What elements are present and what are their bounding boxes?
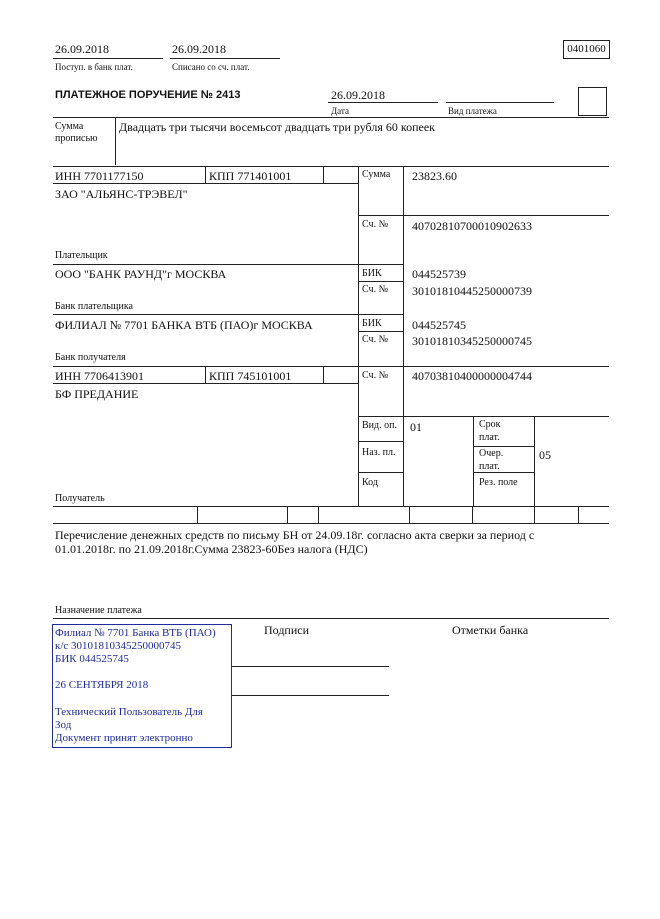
grid-line-472b bbox=[473, 472, 534, 473]
grid-v-tax-4 bbox=[409, 506, 410, 523]
recipient-bank-account: 30101810345250000745 bbox=[412, 334, 532, 348]
payer-name: ЗАО "АЛЬЯНС-ТРЭВЕЛ" bbox=[55, 187, 188, 201]
payer-bank-account-label: Сч. № bbox=[362, 284, 389, 295]
recipient-bank-bik: 044525745 bbox=[412, 318, 466, 332]
recipient-name: БФ ПРЕДАНИЕ bbox=[55, 387, 139, 401]
payer-kpp: КПП 771401001 bbox=[209, 169, 292, 183]
priority-label-2: плат. bbox=[479, 461, 500, 472]
stamp-line-5: Технический Пользователь Для bbox=[55, 706, 203, 718]
order-date: 26.09.2018 bbox=[331, 88, 385, 102]
grid-line-264 bbox=[53, 264, 403, 265]
signatures-label: Подписи bbox=[264, 623, 310, 637]
grid-v-tax-3 bbox=[318, 506, 319, 523]
op-type-value: 01 bbox=[410, 420, 422, 434]
grid-v-tax-6 bbox=[534, 506, 535, 523]
sum-label: Сумма bbox=[362, 169, 391, 180]
grid-line-441 bbox=[358, 441, 403, 442]
recipient-bank-bik-label: БИК bbox=[362, 318, 382, 329]
stamp-line-6: Зод bbox=[55, 719, 72, 731]
payer-bank-bik-label: БИК bbox=[362, 268, 382, 279]
amount-words-text: Двадцать три тысячи восемьсот двадцать три рубля 60 копеек bbox=[119, 120, 435, 134]
signature-line-1 bbox=[232, 666, 389, 667]
sum-value: 23823.60 bbox=[412, 169, 457, 183]
grid-line-215 bbox=[358, 215, 609, 216]
grid-line-523 bbox=[53, 523, 609, 524]
grid-v-534 bbox=[534, 416, 535, 506]
grid-line-281 bbox=[358, 281, 403, 282]
recipient-bank-account-label: Сч. № bbox=[362, 334, 389, 345]
recipient-bank-label: Банк получателя bbox=[55, 352, 126, 363]
grid-v-tax-2 bbox=[287, 506, 288, 523]
order-date-label: Дата bbox=[331, 106, 349, 116]
stamp-date: 26 СЕНТЯБРЯ 2018 bbox=[55, 679, 149, 691]
recipient-account-label: Сч. № bbox=[362, 370, 389, 381]
stamp-line-2: к/с 30101810345250000745 bbox=[55, 640, 182, 652]
stamp-line-7: Документ принят электронно bbox=[55, 732, 193, 744]
recipient-inn: ИНН 7706413901 bbox=[55, 369, 144, 383]
grid-v-358 bbox=[358, 166, 359, 506]
term-label-2: плат. bbox=[479, 432, 500, 443]
grid-v-tax-7 bbox=[578, 506, 579, 523]
payer-account-label: Сч. № bbox=[362, 219, 389, 230]
payer-account: 40702810700010902633 bbox=[412, 219, 532, 233]
grid-v-473 bbox=[473, 416, 474, 506]
bank-stamp bbox=[52, 624, 232, 748]
amount-words-label-1: Сумма bbox=[55, 121, 84, 132]
grid-line-366 bbox=[53, 366, 609, 367]
amount-words-label-2: прописью bbox=[55, 133, 98, 144]
purpose-code-label: Наз. пл. bbox=[362, 447, 396, 458]
grid-line-416 bbox=[358, 416, 609, 417]
payer-bank-name: ООО "БАНК РАУНД"г МОСКВА bbox=[55, 267, 227, 281]
payment-type-label: Вид платежа bbox=[448, 106, 497, 116]
received-date-line bbox=[53, 58, 163, 59]
recipient-label: Получатель bbox=[55, 493, 105, 504]
payer-inn: ИНН 7701177150 bbox=[55, 169, 144, 183]
recipient-account: 40703810400000004744 bbox=[412, 369, 532, 383]
payment-type-line bbox=[446, 102, 554, 103]
grid-line-383 bbox=[53, 383, 358, 384]
order-title: ПЛАТЕЖНОЕ ПОРУЧЕНИЕ № 2413 bbox=[55, 89, 241, 101]
reserve-label: Рез. поле bbox=[479, 477, 518, 488]
grid-v-tax-5 bbox=[472, 506, 473, 523]
purpose-label: Назначение платежа bbox=[55, 605, 142, 616]
payer-bank-account: 30101810445250000739 bbox=[412, 284, 532, 298]
purpose-bottom-line bbox=[53, 618, 609, 619]
purpose-line-1: Перечисление денежных средств по письму БН от 24.09.18г. согласно акта сверки за период с bbox=[55, 528, 535, 542]
grid-line-446 bbox=[473, 446, 534, 447]
grid-line-314 bbox=[53, 314, 403, 315]
debited-label: Списано со сч. плат. bbox=[172, 62, 250, 72]
priority-label-1: Очер. bbox=[479, 448, 504, 459]
amount-words-divider bbox=[115, 117, 116, 165]
grid-v-recip-kpp bbox=[205, 366, 206, 383]
payer-bank-bik: 044525739 bbox=[412, 267, 466, 281]
code-label: Код bbox=[362, 477, 378, 488]
grid-line-166 bbox=[53, 166, 609, 167]
grid-v-403 bbox=[403, 166, 404, 506]
received-date: 26.09.2018 bbox=[55, 42, 109, 56]
grid-v-payer-kpp-end bbox=[323, 166, 324, 183]
signature-line-2 bbox=[232, 695, 389, 696]
grid-line-331 bbox=[358, 331, 403, 332]
op-type-label: Вид. оп. bbox=[362, 420, 397, 431]
amount-words-top-line bbox=[53, 117, 609, 118]
bank-marks-label: Отметки банка bbox=[452, 623, 529, 637]
debited-date-line bbox=[170, 58, 280, 59]
purpose-line-2: 01.01.2018г. по 21.09.2018г.Сумма 23823-60Без налога (НДС) bbox=[55, 542, 368, 556]
grid-line-506 bbox=[53, 506, 609, 507]
recipient-bank-name: ФИЛИАЛ № 7701 БАНКА ВТБ (ПАО)г МОСКВА bbox=[55, 318, 313, 332]
received-label: Поступ. в банк плат. bbox=[55, 62, 133, 72]
form-code-box: 0401060 bbox=[563, 40, 610, 59]
grid-line-472 bbox=[358, 472, 403, 473]
grid-v-recip-kpp-end bbox=[323, 366, 324, 383]
recipient-kpp: КПП 745101001 bbox=[209, 369, 292, 383]
grid-v-tax-1 bbox=[197, 506, 198, 523]
status-box bbox=[578, 87, 607, 116]
grid-v-payer-kpp bbox=[205, 166, 206, 183]
order-date-line bbox=[328, 102, 438, 103]
priority-value: 05 bbox=[539, 448, 551, 462]
term-label-1: Срок bbox=[479, 419, 501, 430]
stamp-line-1: Филиал № 7701 Банка ВТБ (ПАО) bbox=[55, 627, 216, 639]
debited-date: 26.09.2018 bbox=[172, 42, 226, 56]
stamp-line-3: БИК 044525745 bbox=[55, 653, 129, 665]
grid-line-183 bbox=[53, 183, 358, 184]
payer-bank-label: Банк плательщика bbox=[55, 301, 133, 312]
payer-label: Плательщик bbox=[55, 250, 108, 261]
